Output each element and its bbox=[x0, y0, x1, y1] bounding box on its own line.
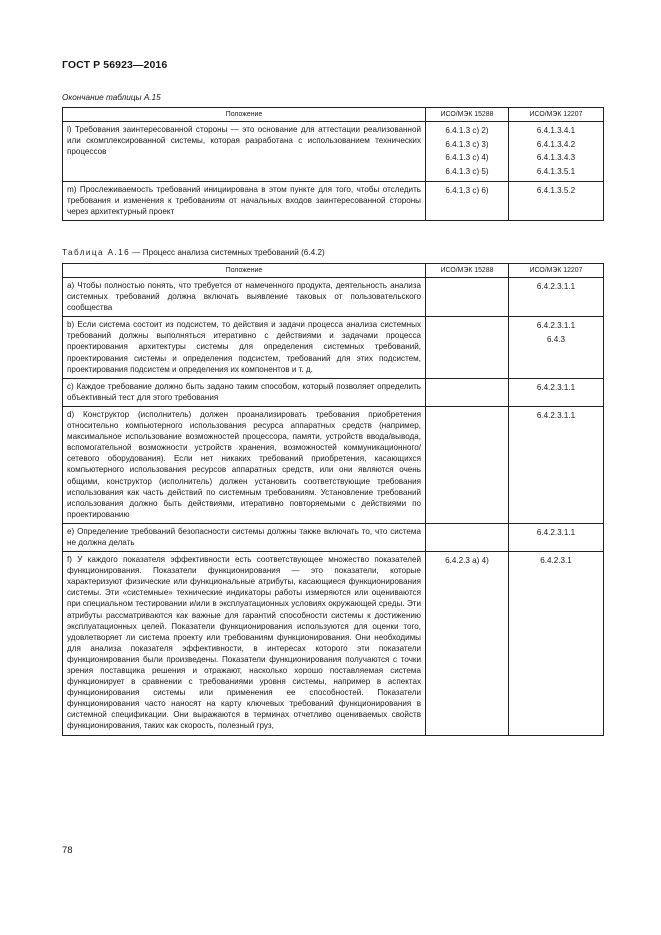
iso15288-cell bbox=[426, 552, 509, 736]
clause-reference: 6.4.2.3 a) 4) bbox=[445, 556, 489, 566]
iso15288-cell bbox=[426, 378, 509, 406]
table-row bbox=[63, 278, 604, 317]
provision-cell: m) Прослеживаемость требований инициирована в этом пункте для того, чтобы отследить требования и изменения к требованиям от начальных входов заинтересованной стороны через архитектурный проект bbox=[63, 182, 426, 221]
clause-reference: 6.4.1.3 c) 4) bbox=[445, 153, 489, 162]
clause-reference: 6.4.1.3 c) 3) bbox=[445, 139, 489, 149]
clause-reference: 6.4.2.3.1 bbox=[540, 556, 572, 566]
iso15288-cell bbox=[426, 182, 509, 221]
iso12207-cell bbox=[509, 122, 604, 182]
column-header-iso12207: ИСО/МЭК 12207 bbox=[509, 264, 604, 278]
table-row bbox=[63, 182, 604, 221]
column-header-provision: Положение bbox=[63, 264, 426, 278]
clause-reference: 6.4.2.3.1.1 bbox=[536, 282, 576, 291]
clause-reference: 6.4.1.3 c) 2) bbox=[445, 126, 489, 135]
column-header-iso15288: ИСО/МЭК 15288 bbox=[426, 108, 509, 122]
clause-reference: 6.4.2.3.1.1 bbox=[536, 410, 576, 420]
table-row bbox=[63, 406, 604, 523]
clause-reference: 6.4.2.3.1.1 bbox=[536, 527, 576, 537]
iso12207-cell bbox=[509, 317, 604, 378]
table-row bbox=[63, 122, 604, 182]
iso15288-cell bbox=[426, 406, 509, 523]
iso15288-cell bbox=[426, 317, 509, 378]
table-row bbox=[63, 552, 604, 736]
provision-cell: d) Конструктор (исполнитель) должен проанализировать требования приобретения относительно компьютерного использования ресурса аппаратных средств (например, максимальное использование возможностей процессора, памяти, устройств ввода/вывода, вспомогательной возможности устройств хранения, возможностей коммуникационного/сетевого оборудования). Если нет никаких требований приобретения, касающихся компьютерного использования ресурсов аппаратных средств, или они являются очень общими, конструктор (исполнитель) должен установить соответствующие требования использования как часть действий по системным требованиям. Установление требований использования должно быть действиями, итеративно повторяемыми с действиями по проектированию bbox=[63, 406, 426, 523]
provision-cell: c) Каждое требование должно быть задано таким способом, который позволяет определить объективный тест для этого требования bbox=[63, 378, 426, 406]
clause-reference: 6.4.1.3.5.2 bbox=[536, 186, 576, 195]
iso12207-cell bbox=[509, 523, 604, 551]
table-a15-caption: Окончание таблицы А.15 bbox=[62, 93, 161, 102]
document-header: ГОСТ Р 56923—2016 bbox=[62, 59, 168, 71]
provision-cell: b) Если система состоит из подсистем, то действия и задачи процесса анализа системных требований должны выполняться итеративно с действиями и задачами процесса проектирования архитектуры системы для определения системных требований, проектирования системы и определения подсистем, требований для этих подсистем, проектирования подсистем и определения их компонентов и т. д. bbox=[63, 317, 426, 378]
table-row bbox=[63, 378, 604, 406]
iso15288-cell bbox=[426, 122, 509, 182]
iso12207-cell bbox=[509, 182, 604, 221]
provision-cell: a) Чтобы полностью понять, что требуется от намеченного продукта, деятельность анализа системных требований должна включать выявление таковых от пользовательского сообщества bbox=[63, 278, 426, 317]
clause-reference: 6.4.1.3.5.1 bbox=[536, 166, 576, 176]
table-row bbox=[63, 317, 604, 378]
table-a16-caption-prefix: Таблица А.16 bbox=[62, 248, 131, 257]
table-header-row bbox=[63, 264, 604, 278]
clause-reference: 6.4.3 bbox=[546, 334, 565, 344]
clause-reference: 6.4.1.3 c) 5) bbox=[445, 166, 489, 176]
clause-reference: 6.4.1.3.4.3 bbox=[536, 153, 576, 162]
table-a15 bbox=[62, 107, 604, 221]
iso15288-cell bbox=[426, 278, 509, 317]
table-row bbox=[63, 523, 604, 551]
clause-reference: 6.4.2.3.1.1 bbox=[536, 382, 576, 392]
column-header-provision: Положение bbox=[63, 108, 426, 122]
iso12207-cell bbox=[509, 378, 604, 406]
clause-reference: 6.4.2.3.1.1 bbox=[536, 321, 576, 331]
iso12207-cell bbox=[509, 552, 604, 736]
table-a16 bbox=[62, 263, 604, 736]
table-header-row bbox=[63, 108, 604, 122]
iso12207-cell bbox=[509, 278, 604, 317]
iso12207-cell bbox=[509, 406, 604, 523]
provision-cell: e) Определение требований безопасности системы должны также включать то, что система не должна делать bbox=[63, 523, 426, 551]
column-header-iso15288: ИСО/МЭК 15288 bbox=[426, 264, 509, 278]
page-number: 78 bbox=[62, 845, 73, 856]
iso15288-cell bbox=[426, 523, 509, 551]
clause-reference: 6.4.1.3 c) 6) bbox=[445, 186, 489, 195]
clause-reference: 6.4.1.3.4.2 bbox=[536, 139, 576, 149]
column-header-iso12207: ИСО/МЭК 12207 bbox=[509, 108, 604, 122]
clause-reference: 6.4.1.3.4.1 bbox=[536, 126, 576, 135]
table-a16-caption bbox=[62, 248, 325, 257]
provision-cell: l) Требования заинтересованной стороны — это основание для аттестации реализованной или скомплексированной системы, которая разработана с использованием технических процессов bbox=[63, 122, 426, 182]
provision-cell: f) У каждого показателя эффективности есть соответствующее множество показателей функционирования. Показатели функционирования — это показатели, которые характеризуют физические или функциональные атрибуты, касающиеся функционирования системы. Эти «системные» технические индикаторы работы измеряются или оцениваются при специальном тестировании и/или в эксплуатационных условиях окружающей среды. Эти атрибуты рассматриваются как важные для гарантий способности системы к достижению эксплуатационных целей. Показатели функционирования используются для оценки того, удовлетворяет ли система проекту или требованиям функционирования. Они необходимы для анализа показателя эффективности, в интересах которого эти показатели функционирования были произведены. Показатели функционирования получаются с точки зрения поставщика решения и отражают, насколько хорошо поставляемая система функционирует в сравнении с требованиями уровня системы, например в аспектах функционирования системы или применения ее способностей. Показатели функционирования часто наносят на карту ключевых требований функционирования в системной спецификации. Они выражаются в терминах отчетливо оцениваемых свойств функционирования, таких как скорость, полезный груз, bbox=[63, 552, 426, 736]
table-a16-caption-rest: — Процесс анализа системных требований (6.4.2) bbox=[130, 248, 325, 257]
